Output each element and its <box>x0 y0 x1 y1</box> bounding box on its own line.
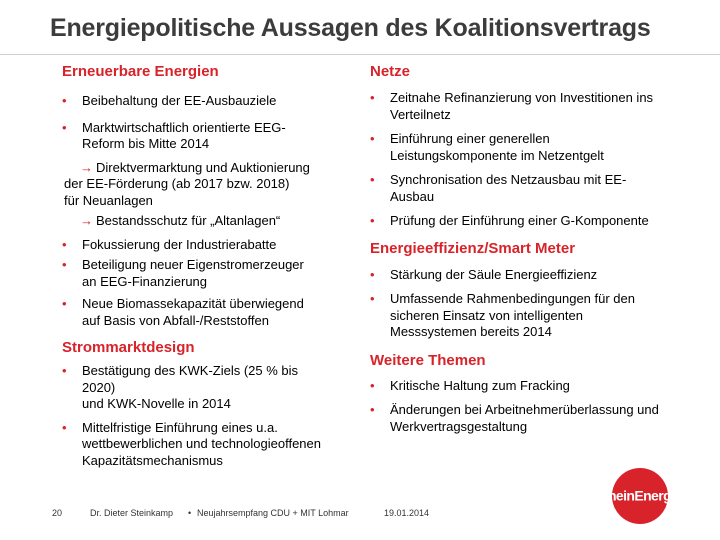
list-item: • Kritische Haltung zum Fracking <box>370 377 570 393</box>
list-item: • Prüfung der Einführung einer G-Komponente <box>370 213 649 228</box>
footer-date: 19.01.2014 <box>384 508 430 518</box>
bullet-icon: • <box>370 266 375 282</box>
section-heading-weitere-themen: Weitere Themen <box>370 351 486 369</box>
list-item: • Änderungen bei Arbeitnehmerüberlassung und Werkvertragsgestaltung <box>370 402 659 434</box>
bullet-icon: • <box>62 119 67 135</box>
section-heading-netze: Netze <box>370 63 411 80</box>
left-column <box>62 62 352 469</box>
list-item: • Einführung einer generellen Leistungskomponente im Netzentgelt <box>370 131 604 163</box>
logo-text: RheinEnergie <box>598 487 682 504</box>
list-item: • Mittelfristige Einführung eines u.a. wettbewerblichen und technologieoffenen Kapazitätsmechanismus <box>62 419 321 468</box>
page-title: Energiepolitische Aussagen des Koalitionsvertrags <box>50 14 651 42</box>
list-item: • Beteiligung neuer Eigenstromerzeuger an EEG-Finanzierung <box>62 257 304 289</box>
section-heading-energieeffizienz: Energieeffizienz/Smart Meter <box>370 239 576 257</box>
bullet-icon: • <box>62 236 67 252</box>
list-item: • Neue Biomassekapazität überwiegend auf Basis von Abfall-/Reststoffen <box>62 296 304 328</box>
bullet-icon: • <box>370 377 375 393</box>
bullet-icon: • <box>62 419 67 435</box>
sub-list-item: → Direktvermarktung und Auktionierung der EE-Förderung (ab 2017 bzw. 2018) für Neuanlagen <box>64 159 310 208</box>
bullet-icon: • <box>370 291 375 306</box>
rheinenergie-logo <box>588 466 692 526</box>
bullet-icon: • <box>370 213 375 228</box>
footer-event: Neujahrsempfang CDU + MIT Lohmar <box>197 508 349 518</box>
footer-separator: • <box>188 508 192 518</box>
bullet-icon: • <box>62 257 67 272</box>
list-item: • Fokussierung der Industrierabatte <box>62 236 277 252</box>
bullet-icon: • <box>370 402 375 417</box>
footer-author: Dr. Dieter Steinkamp <box>90 508 174 518</box>
bullet-icon: • <box>370 131 375 146</box>
list-item: • Synchronisation des Netzausbau mit EE- Ausbau <box>370 172 627 204</box>
sub-list-item: → Bestandsschutz für „Altanlagen“ <box>80 213 281 228</box>
right-column <box>370 62 700 435</box>
list-item: • Zeitnahe Refinanzierung von Investitionen ins Verteilnetz <box>370 90 654 122</box>
bullet-icon: • <box>370 90 375 105</box>
list-item: • Umfassende Rahmenbedingungen für den sicheren Einsatz von intelligenten Messsystemen bereits 2014 <box>370 291 636 339</box>
bullet-icon: • <box>62 296 67 311</box>
section-heading-erneuerbare: Erneuerbare Energien <box>62 63 219 80</box>
section-heading-strommarktdesign: Strommarktdesign <box>62 339 195 356</box>
bullet-icon: • <box>370 172 375 187</box>
bullet-icon: • <box>62 93 67 108</box>
page-number: 20 <box>52 508 63 518</box>
title-divider <box>0 54 720 55</box>
list-item: • Beibehaltung der EE-Ausbauziele <box>62 93 277 108</box>
arrow-right-icon: → <box>80 213 93 228</box>
list-item: • Stärkung der Säule Energieeffizienz <box>370 266 598 282</box>
bullet-icon: • <box>62 363 67 378</box>
list-item: • Marktwirtschaftlich orientierte EEG- Reform bis Mitte 2014 <box>62 119 286 151</box>
list-item: • Bestätigung des KWK-Ziels (25 % bis 2020) und KWK-Novelle in 2014 <box>62 363 299 411</box>
arrow-right-icon: → <box>80 159 93 175</box>
